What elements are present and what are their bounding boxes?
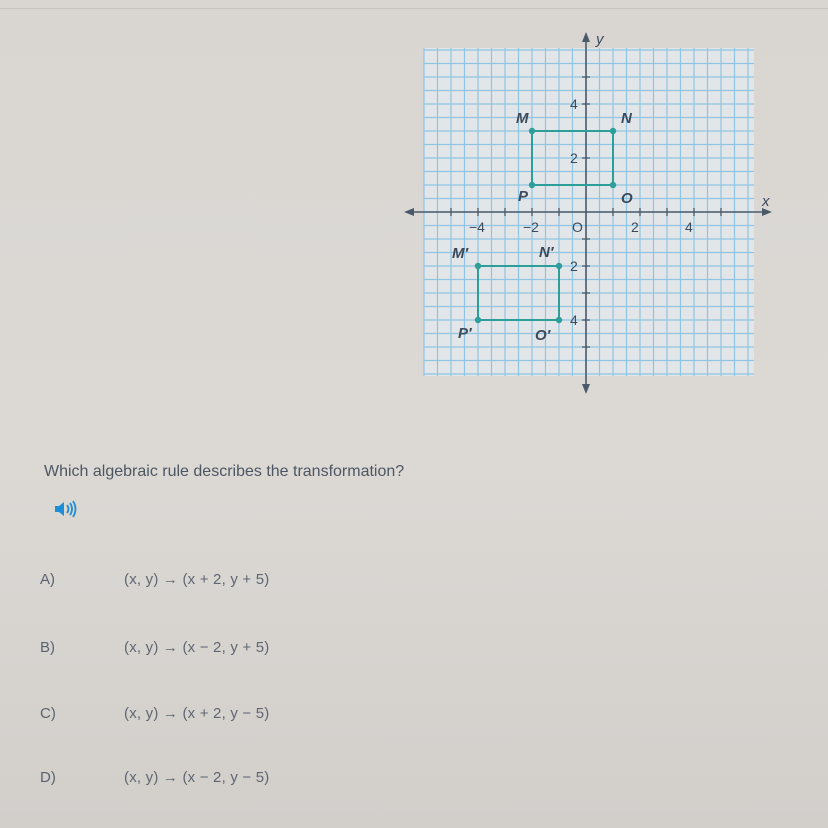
- x-tick-label: −4: [469, 219, 485, 235]
- choice-letter: D): [40, 769, 56, 786]
- vertex-label: M′: [452, 245, 469, 262]
- choice-letter: B): [40, 639, 55, 656]
- y-tick-label: 2: [570, 258, 578, 274]
- vertex-label: O: [621, 190, 633, 207]
- origin-label: O: [572, 219, 583, 235]
- x-tick-label: −2: [523, 219, 539, 235]
- y-tick-label: 2: [570, 150, 578, 166]
- y-axis-arrow-up: [582, 32, 590, 42]
- vertex-label: P′: [458, 325, 472, 342]
- question-text: Which algebraic rule describes the transformation?: [44, 463, 405, 480]
- vertex-label: P: [518, 188, 529, 205]
- x-tick-label: 4: [685, 219, 693, 235]
- choice-b[interactable]: [40, 635, 460, 663]
- vertex-point: [556, 263, 562, 269]
- y-tick-label: 4: [570, 96, 578, 112]
- x-tick-label: 2: [631, 219, 639, 235]
- choice-letter: C): [40, 705, 56, 722]
- vertex-point: [556, 317, 562, 323]
- vertex-point: [610, 182, 616, 188]
- choice-text: (x, y) → (x + 2, y − 5): [124, 705, 270, 722]
- vertex-point: [475, 317, 481, 323]
- vertex-point: [610, 128, 616, 134]
- vertex-point: [475, 263, 481, 269]
- coordinate-graph: [400, 30, 780, 400]
- choice-d[interactable]: [40, 765, 460, 793]
- graph-svg: [400, 30, 780, 400]
- y-tick-label: 4: [570, 312, 578, 328]
- choice-c[interactable]: [40, 701, 460, 729]
- y-axis-label: y: [596, 31, 604, 48]
- x-axis-label: x: [762, 193, 770, 210]
- vertex-label: M: [516, 110, 529, 127]
- choice-a[interactable]: [40, 567, 460, 595]
- vertex-label: N: [621, 110, 632, 127]
- choice-text: (x, y) → (x − 2, y + 5): [124, 639, 270, 656]
- x-axis-arrow-left: [404, 208, 414, 216]
- vertex-label: O′: [535, 327, 551, 344]
- vertex-point: [529, 128, 535, 134]
- top-divider: [0, 8, 828, 9]
- y-axis-arrow-down: [582, 384, 590, 394]
- choice-text: (x, y) → (x + 2, y + 5): [124, 571, 270, 588]
- choice-letter: A): [40, 571, 55, 588]
- vertex-point: [529, 182, 535, 188]
- vertex-label: N′: [539, 244, 554, 261]
- speaker-icon[interactable]: [52, 498, 82, 520]
- choice-text: (x, y) → (x − 2, y − 5): [124, 769, 270, 786]
